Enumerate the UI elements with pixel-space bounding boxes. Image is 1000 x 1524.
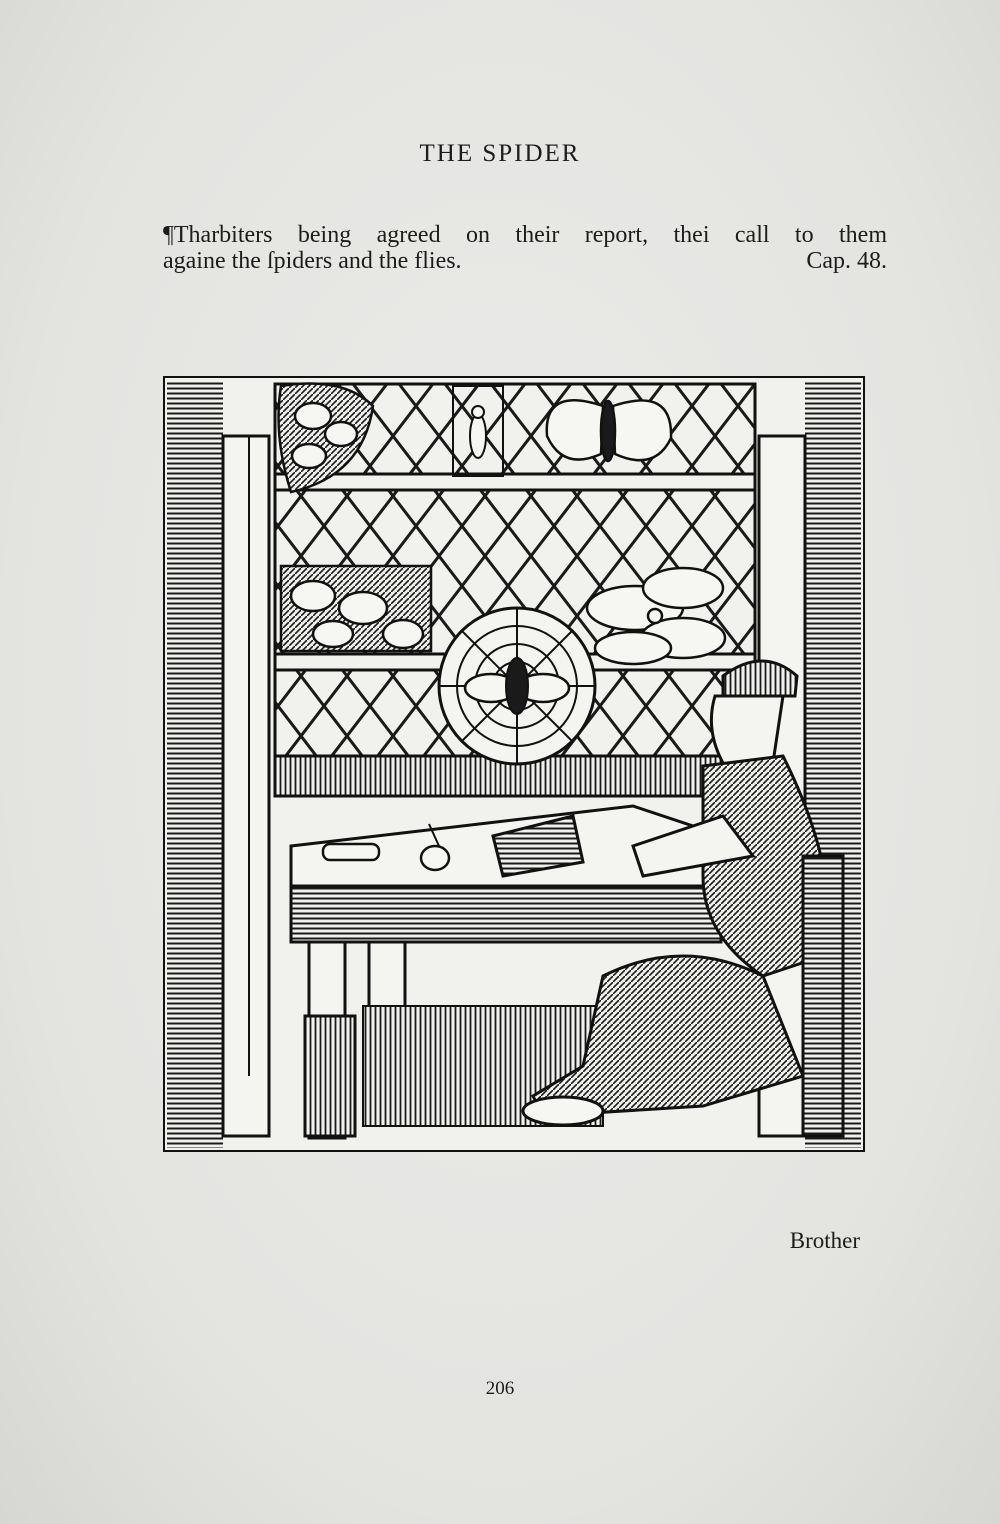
caption-line-2 (163, 248, 887, 274)
page-number: 206 (485, 1378, 515, 1399)
running-head: THE SPIDER (419, 140, 581, 167)
catchword: Brother (789, 1228, 860, 1253)
caption-line-2-text: againe the ſpiders and the flies. (163, 248, 462, 274)
chapter-caption (163, 222, 887, 274)
chapter-reference: Cap. 48. (806, 248, 887, 274)
woodcut-illustration (163, 376, 865, 1152)
caption-line-1: ¶Tharbiters being agreed on their report, thei call to them (163, 222, 887, 248)
